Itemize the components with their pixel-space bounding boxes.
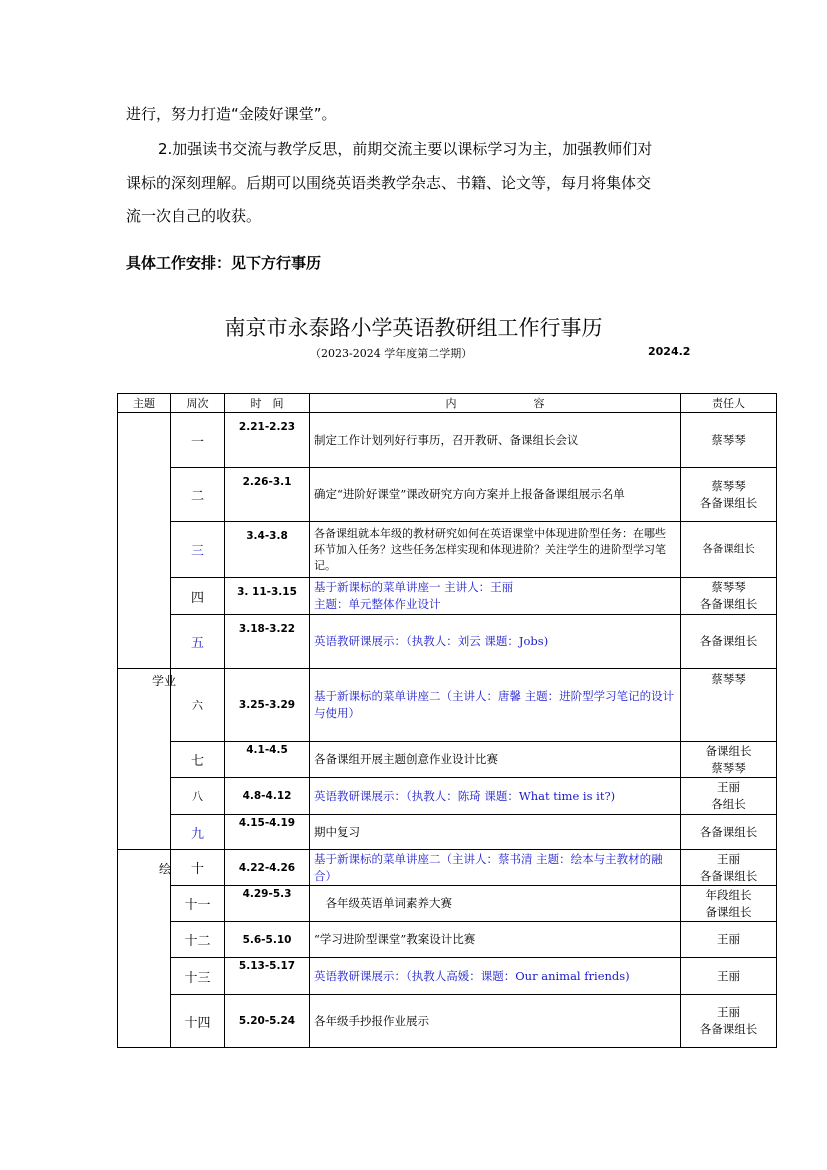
- content-cell: 制定工作计划列好行事历，召开教研、备课组长会议: [310, 413, 681, 468]
- time-cell: 2.21-2.23: [225, 413, 310, 468]
- time-cell: 4.1-4.5: [225, 742, 310, 778]
- table-row: [118, 850, 777, 886]
- section-heading: 具体工作安排：见下方行事历: [126, 254, 322, 272]
- content-cell: 基于新课标的菜单讲座二（主讲人：唐馨 主题：进阶型学习笔记的设计与使用）: [310, 669, 681, 742]
- week-cell: 八: [171, 778, 225, 815]
- paragraph-line-1: 进行，努力打造“金陵好课堂”。: [126, 105, 337, 123]
- time-cell: 5.6-5.10: [225, 922, 310, 958]
- week-cell: 四: [171, 578, 225, 615]
- paragraph-line-4: 流一次自己的收获。: [126, 207, 262, 225]
- week-cell: 五: [171, 615, 225, 669]
- content-cell: 英语教研课展示：（执教人：刘云 课题：Jobs): [310, 615, 681, 669]
- person-cell: 王丽 各组长: [681, 778, 777, 815]
- time-cell: 4.8-4.12: [225, 778, 310, 815]
- table-row: [118, 778, 777, 815]
- person-cell: 蔡琴琴 各备课组长: [681, 468, 777, 522]
- topic-label-1: 学业: [152, 674, 177, 688]
- paragraph-line-2: 2.加强读书交流与教学反思，前期交流主要以课标学习为主，加强教师们对: [158, 140, 653, 158]
- topic-label-2: 绘: [159, 862, 172, 876]
- time-cell: 4.22-4.26: [225, 850, 310, 886]
- table-row: [118, 995, 777, 1048]
- content-cell: 基于新课标的菜单讲座二（主讲人：蔡书清 主题：绘本与主教材的融合）: [310, 850, 681, 886]
- content-cell: 各年级手抄报作业展示: [310, 995, 681, 1048]
- time-cell: 4.15-4.19: [225, 815, 310, 850]
- header-time: 时 间: [225, 394, 310, 413]
- week-cell: 十: [171, 850, 225, 886]
- content-cell: 确定“进阶好课堂”课改研究方向方案并上报备备课组展示名单: [310, 468, 681, 522]
- table-row: [118, 815, 777, 850]
- week-cell: 二: [171, 468, 225, 522]
- person-cell: 各备课组长: [681, 522, 777, 578]
- time-cell: 2.26-3.1: [225, 468, 310, 522]
- paragraph-line-3: 课标的深刻理解。后期可以围绕英语类教学杂志、书籍、论文等，每月将集体交: [126, 174, 652, 192]
- header-topic: 主题: [118, 394, 171, 413]
- week-cell: 六: [171, 669, 225, 742]
- person-cell: 蔡琴琴 各备课组长: [681, 578, 777, 615]
- topic-cell-3: [118, 850, 171, 1048]
- calendar-title: 南京市永泰路小学英语教研组工作行事历: [224, 316, 603, 340]
- time-cell: 3.4-3.8: [225, 522, 310, 578]
- time-cell: 5.13-5.17: [225, 958, 310, 995]
- content-cell: 各备课组开展主题创意作业设计比赛: [310, 742, 681, 778]
- week-cell: 七: [171, 742, 225, 778]
- content-cell: 基于新课标的菜单讲座一 主讲人：王丽 主题：单元整体作业设计: [310, 578, 681, 615]
- time-cell: 4.29-5.3: [225, 886, 310, 922]
- content-cell: 英语教研课展示：（执教人：陈琦 课题：What time is it?): [310, 778, 681, 815]
- table-row: [118, 886, 777, 922]
- calendar-date: 2024.2: [648, 345, 691, 358]
- person-cell: 各备课组长: [681, 615, 777, 669]
- time-cell: 3. 11-3.15: [225, 578, 310, 615]
- week-cell: 十一: [171, 886, 225, 922]
- table-row: [118, 742, 777, 778]
- header-person: 责任人: [681, 394, 777, 413]
- time-cell: 5.20-5.24: [225, 995, 310, 1048]
- time-cell: 3.25-3.29: [225, 669, 310, 742]
- table-row: [118, 958, 777, 995]
- person-cell: 年段组长 备课组长: [681, 886, 777, 922]
- topic-cell-1: [118, 413, 171, 669]
- table-row: [118, 578, 777, 615]
- table-row: [118, 522, 777, 578]
- table-row: [118, 669, 777, 742]
- person-cell: 各备课组长: [681, 815, 777, 850]
- content-cell: “学习进阶型课堂”教案设计比赛: [310, 922, 681, 958]
- week-cell: 十二: [171, 922, 225, 958]
- content-cell: 英语教研课展示：（执教人高媛：课题：Our animal friends): [310, 958, 681, 995]
- table-row: [118, 468, 777, 522]
- person-cell: 王丽: [681, 922, 777, 958]
- person-cell: 备课组长 蔡琴琴: [681, 742, 777, 778]
- content-cell: 期中复习: [310, 815, 681, 850]
- person-cell: 蔡琴琴: [681, 669, 777, 742]
- person-cell: 王丽: [681, 958, 777, 995]
- week-cell: 十三: [171, 958, 225, 995]
- header-content: 内 容: [310, 394, 681, 413]
- week-cell: 三: [171, 522, 225, 578]
- header-week: 周次: [171, 394, 225, 413]
- week-cell: 九: [171, 815, 225, 850]
- time-cell: 3.18-3.22: [225, 615, 310, 669]
- content-cell: 各年级英语单词素养大赛: [310, 886, 681, 922]
- content-cell: 各备课组就本年级的教材研究如何在英语课堂中体现进阶型任务：在哪些环节加入任务？这些任务怎样实现和体现进阶？关注学生的进阶型学习笔记。: [310, 522, 681, 578]
- calendar-subtitle: （2023-2024 学年度第二学期）: [310, 347, 473, 360]
- person-cell: 蔡琴琴: [681, 413, 777, 468]
- week-cell: 十四: [171, 995, 225, 1048]
- topic-cell-2: [118, 669, 177, 850]
- table-row: [118, 922, 777, 958]
- table-row: [118, 413, 777, 468]
- week-cell: 一: [171, 413, 225, 468]
- person-cell: 王丽 各备课组长: [681, 995, 777, 1048]
- table-row: [118, 615, 777, 669]
- work-calendar-table: [117, 393, 777, 1048]
- table-header-row: [118, 394, 777, 413]
- person-cell: 王丽 各备课组长: [681, 850, 777, 886]
